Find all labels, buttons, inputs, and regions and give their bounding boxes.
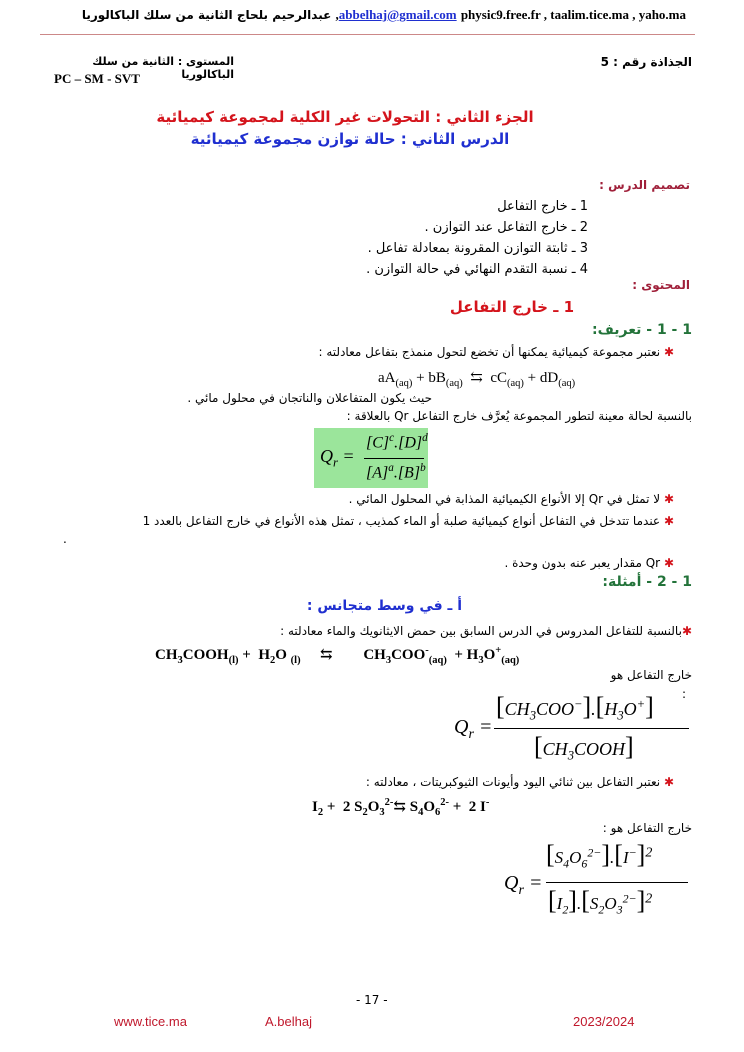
example1-result-label: خارج التفاعل هو <box>610 668 692 682</box>
general-equation: $aA_{(aq)} + bB_{(aq)}$ ⇆ $cC_{(aq)} + dD_{(aq)}$ <box>378 370 576 389</box>
note-solids-water-text: عندما تتدخل في التفاعل أنواع كيميائية صلبة أو الماء كمذيب ، تمثل هذه الأنواع في خارج التفاعل بالعدد 1 <box>142 514 661 528</box>
outline-item: 1 ـ خارج التفاعل <box>497 199 588 214</box>
outline-item: 4 ـ نسبة التقدم النهائي في حالة التوازن . <box>366 262 588 277</box>
bullet-star: ✱ <box>663 492 674 506</box>
acetic-acid-equation: $CH_3COOH_{(l)} + H_2O$ $_{(l)}$ ⇆ $CH_3COO^-_{(aq)} + H_3O^+_{(aq)}$ <box>155 645 520 666</box>
bullet-star: ✱ <box>663 775 674 789</box>
header-divider <box>40 34 695 35</box>
streams-label: PC – SM - SVT <box>54 71 140 86</box>
header-line <box>10 7 686 23</box>
paragraph-definition: بالنسبة لحالة معينة لتطور المجموعة يُعرَّف خارج التفاعل Qr بالعلاقة : <box>346 409 692 423</box>
iodine-equation: $I_2 + 2$ $S_2O_3^{2-}⇆$ $S_4O_6^{2-} + 2$ I- <box>312 797 490 818</box>
lesson-title: الدرس الثاني : حالة توازن مجموعة كيميائية <box>190 130 510 148</box>
header-contact: physic9.free.fr , taalim.tice.ma , yaho.ma, <box>335 7 686 22</box>
page-number: - 17 - <box>356 993 388 1007</box>
paragraph-intro-text: نعتبر مجموعة كيميائية يمكنها أن تخضع لتحول منمذج بتفاعل معادلته : <box>318 345 661 359</box>
footer-author: A.belhaj <box>265 1014 312 1029</box>
bullet-star: ✱ <box>663 514 674 528</box>
section1-sub2: 1 - 2 - أمثلة: <box>602 574 692 590</box>
part-title: الجزء الثاني : التحولات غير الكلية لمجموعة كيميائية <box>156 108 534 126</box>
footer-site[interactable]: www.tice.ma <box>114 1014 187 1029</box>
example2-intro <box>74 775 674 789</box>
note-unitless-text: Qr مقدار يعبر عنه بدون وحدة . <box>504 556 661 570</box>
outline-item: 3 ـ ثابتة التوازن المقرونة بمعادلة تفاعل . <box>367 241 588 256</box>
example2-result-label: خارج التفاعل هو : <box>602 821 692 835</box>
bullet-star: ✱ <box>663 345 674 359</box>
outline-list <box>366 196 588 280</box>
example1-colon: : <box>682 687 687 701</box>
header-email-link[interactable]: abbelhaj@gmail.com <box>338 7 457 22</box>
paragraph-intro <box>74 345 674 359</box>
qr-definition-formula: $Q_r$ = $[C]^c.[D]^d$ $[A]^a.[B]^b$ <box>314 428 428 488</box>
qr-example2-formula: $Q_r$ = $[S_4O_6^{2-}].[I^-]^2$ $[I_2].[S_2O_3^{2-}]^2$ <box>504 840 694 930</box>
note-dot: . <box>63 532 67 546</box>
content-heading: المحتوى : <box>632 278 690 292</box>
footer-year: 2023/2024 <box>573 1014 635 1029</box>
bullet-star: ✱ <box>681 624 692 638</box>
outline-item: 2 ـ خارج التفاعل عند التوازن . <box>424 220 588 235</box>
note-solids-water <box>54 514 674 528</box>
bullet-star: ✱ <box>663 556 674 570</box>
header-arabic-name: عبدالرحيم بلحاج الثانية من سلك الباكالوريا <box>81 8 332 22</box>
outline-heading: تصميم الدرس : <box>599 178 690 192</box>
note-dissolved <box>74 492 674 506</box>
section1-title: 1 ـ خارج التفاعل <box>449 298 574 316</box>
note-unitless <box>74 556 674 570</box>
example1-intro <box>72 624 692 638</box>
note-dissolved-text: لا تمثل في Qr إلا الأنواع الكيميائية المذابة في المحلول المائي . <box>348 492 661 506</box>
sheet-number: الجذاذة رقم : 5 <box>600 55 692 69</box>
level-label: المستوى : الثانية من سلك الباكالوريا <box>92 55 234 81</box>
qr-example1-formula: $Q_r$ = $[CH_3COO^-].[H_3O^+]$ $[CH_3COOH]$ <box>454 692 694 772</box>
section1-sub1: 1 - 1 - تعريف: <box>591 322 692 338</box>
paragraph-aqueous: حيث يكون المتفاعلان والناتجان في محلول مائي . <box>187 391 432 405</box>
example2-intro-text: نعتبر التفاعل بين ثنائي اليود وأيونات الثيوكبريتات ، معادلته : <box>365 775 661 789</box>
example1-intro-text: بالنسبة للتفاعل المدروس في الدرس السابق بين حمض الايثانويك والماء معادلته : <box>280 624 682 638</box>
section1-sub2a: أ ـ في وسط متجانس : <box>306 598 462 614</box>
